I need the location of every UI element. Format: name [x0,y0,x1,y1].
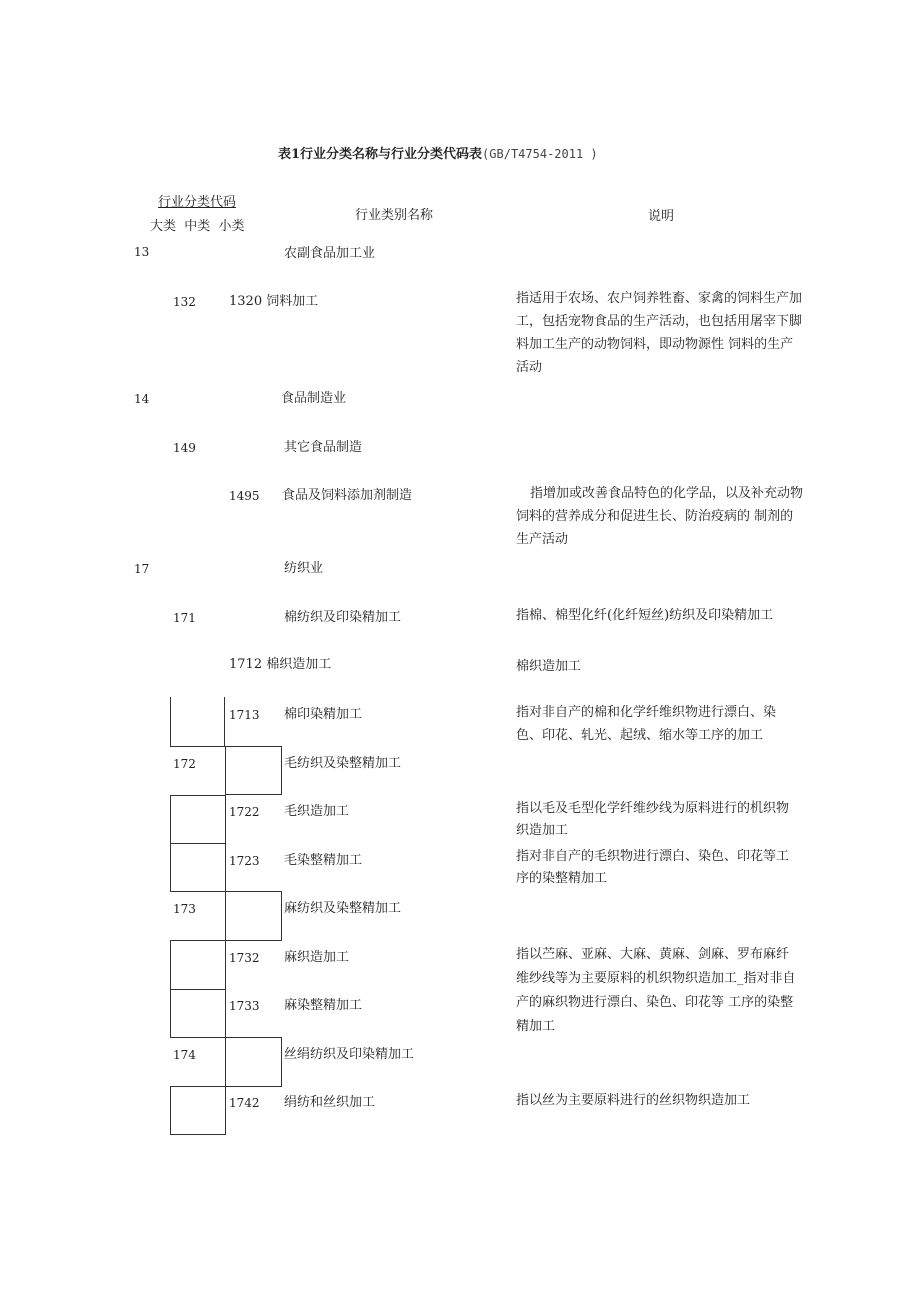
minor-code-name: 1712 棉织造加工 [229,657,332,672]
table-cell-border [170,795,226,844]
table-cell-border [170,989,226,1038]
industry-name: 棉纺织及印染精加工 [284,610,402,625]
minor-code: 1733 [229,999,260,1013]
middle-code: 171 [173,611,196,625]
industry-description: 指适用于农场、农户饲养牲畜、家禽的饲料生产加工，包括宠物食品的生产活动，也包括用屠宰下脚料加工生产的动物饲料，即动物源性 饲料的生产活动 [516,291,803,375]
minor-code: 1723 [229,854,260,868]
title-standard: (GB/T4754-2011 ) [482,147,598,161]
minor-code: 1713 [229,708,260,722]
industry-name: 其它食品制造 [284,440,363,455]
minor-code: 1495 [229,489,260,503]
industry-name: 食品制造业 [281,391,347,406]
major-code: 17 [134,562,150,576]
industry-name: 麻染整精加工 [284,998,363,1013]
table-cell-border [170,843,226,892]
middle-code: 174 [173,1048,196,1062]
industry-description: 指对非自产的毛织物进行漂白、染色、印花等工序的染整精加工 [516,849,790,886]
industry-description: 指棉、棉型化纤(化纤短丝)纺织及印染精加工 [516,608,774,623]
industry-description: 棉织造加工 [516,659,582,674]
industry-description: 指增加或改善食品特色的化学品，以及补充动物饲料的营养成分和促进生长、防治疫病的 制剂的生产活动 [516,486,804,547]
industry-description: 指以苎麻、亚麻、大麻、黄麻、剑麻、罗布麻纤维纱线等为主要原料的机织物织造加工_指对非自产的麻织物进行漂白、染色、印花等 工序的染整精加工 [516,947,796,1034]
table-cell-border [225,891,282,941]
minor-code: 1742 [229,1096,260,1110]
industry-name: 纺织业 [284,561,324,576]
title-main: 表1行业分类名称与行业分类代码表 [278,147,483,162]
header-levels: 大类 中类 小类 [150,219,245,234]
table-cell-border [170,1086,226,1135]
industry-name: 毛纺织及染整精加工 [284,756,402,771]
industry-name: 麻纺织及染整精加工 [284,901,402,916]
industry-description: 指对非自产的棉和化学纤维织物进行漂白、染色、印花、轧光、起绒、缩水等工序的加工 [516,705,777,743]
middle-code: 173 [173,902,196,916]
major-code: 13 [134,245,150,259]
industry-name: 毛织造加工 [284,804,350,819]
major-code: 14 [134,392,150,406]
industry-name: 农副食品加工业 [284,246,376,261]
table-cell-border [225,1037,282,1087]
middle-code: 172 [173,757,196,771]
industry-description: 指以丝为主要原料进行的丝织物织造加工 [516,1093,751,1108]
industry-name: 丝绢纺织及印染精加工 [284,1047,415,1062]
industry-name: 绢纺和丝织加工 [284,1095,376,1110]
page-title [278,143,598,162]
header-code-group: 行业分类代码 [158,195,237,210]
industry-description: 指以毛及毛型化学纤维纱线为原料进行的机织物织造加工 [516,801,790,838]
table-cell-border [170,697,226,747]
header-desc: 说明 [648,209,675,224]
middle-code: 149 [173,441,196,455]
minor-code: 1722 [229,805,260,819]
industry-name: 棉印染精加工 [284,707,363,722]
industry-name: 麻织造加工 [284,950,350,965]
middle-code: 132 [173,295,196,309]
industry-name: 毛染整精加工 [284,853,363,868]
minor-code-name: 1320 饲料加工 [229,294,319,309]
minor-code: 1732 [229,951,260,965]
table-cell-border [224,697,226,747]
header-name: 行业类别名称 [355,208,434,223]
industry-name: 食品及饲料添加剂制造 [282,488,413,503]
table-cell-border [225,746,282,795]
table-cell-border [170,940,226,990]
